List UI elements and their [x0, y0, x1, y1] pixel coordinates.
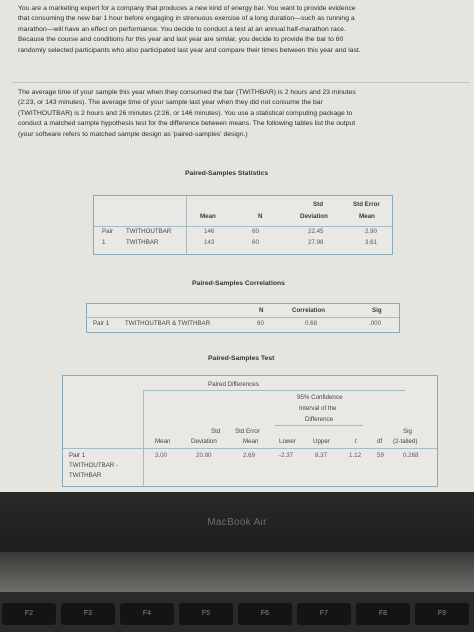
- corr-table: [86, 303, 400, 333]
- stats-row-n: 60: [252, 239, 259, 246]
- test-row-lower: -2.37: [279, 452, 294, 459]
- corr-header-correlation: Correlation: [292, 307, 326, 314]
- test-header-lower: Lower: [279, 438, 296, 445]
- test-row-upper: 8.37: [315, 452, 328, 459]
- problem-paragraph-2: [18, 88, 468, 140]
- test-header-sd-2: Deviation: [191, 438, 217, 445]
- keyboard-key[interactable]: F5: [179, 603, 233, 625]
- test-ci-rule: [275, 425, 363, 426]
- test-header-se-2: Mean: [243, 438, 259, 445]
- test-ci-line: Interval of the: [299, 405, 337, 412]
- corr-pair-label: Pair 1: [93, 320, 110, 327]
- para1-line: that consuming the new bar 1 hour before engaging in strenuous exercise of a long duration—such as running a: [18, 15, 355, 23]
- test-header-rule: [63, 448, 437, 449]
- test-group-rule: [143, 390, 405, 391]
- keyboard-key[interactable]: F3: [61, 603, 115, 625]
- corr-row-sig: .000: [369, 320, 382, 327]
- stats-header-sd-2: Deviation: [300, 213, 328, 220]
- corr-table-title: Paired-Samples Correlations: [192, 280, 285, 287]
- stats-row-name: TWITHBAR: [126, 239, 159, 246]
- corr-row-n: 60: [257, 320, 264, 327]
- test-row-sig: 0.268: [403, 452, 419, 459]
- stats-header-sd-1: Std: [313, 201, 323, 208]
- test-row-mean: 3.00: [155, 452, 168, 459]
- para1-line: marathon—will have an effect on performance. You decide to conduct a test at an annual half-marathon race.: [18, 25, 346, 33]
- corr-header-n: N: [259, 307, 264, 314]
- keyboard-key[interactable]: F7: [297, 603, 351, 625]
- test-header-sd-1: Std: [211, 428, 221, 435]
- stats-table: [93, 195, 393, 255]
- stats-row-sd: 27.98: [308, 239, 324, 246]
- test-table-title: Paired-Samples Test: [208, 355, 275, 362]
- para2-line: (TWITHOUTBAR) is 2 hours and 26 minutes (2:26, or 146 minutes). You use a statistical computing package to: [18, 109, 353, 117]
- corr-header-rule: [87, 317, 399, 318]
- test-ci-line: Difference: [305, 416, 334, 423]
- test-pair-label: Pair 1: [69, 452, 86, 459]
- test-row-t: 1.12: [349, 452, 362, 459]
- corr-row-name: TWITHOUTBAR & TWITHBAR: [125, 320, 211, 327]
- test-group-header: Paired Differences: [208, 381, 259, 388]
- para1-line: randomly selected participants who also participated last year and compare their times between this year and last.: [18, 46, 361, 54]
- test-row-sd: 20.80: [196, 452, 212, 459]
- test-row-label: TWITHOUTBAR -: [69, 462, 119, 469]
- para1-line: You are a marketing expert for a company that produces a new kind of energy bar. You want to provide evidence: [18, 5, 356, 12]
- keyboard-key[interactable]: F8: [356, 603, 410, 625]
- test-ci-line: 95% Confidence: [297, 394, 343, 401]
- keyboard-key[interactable]: F2: [2, 603, 56, 625]
- para1-line: Because the course and conditions for this year and last year are similar, you decide to provide the bar to 60: [18, 36, 344, 44]
- test-header-sig-1: Sig: [403, 428, 412, 435]
- stats-pair-label: Pair: [102, 228, 114, 235]
- corr-row-correlation: 0.68: [305, 320, 318, 327]
- stats-row-mean: 146: [204, 228, 215, 235]
- test-row-label: TWITHBAR: [69, 472, 102, 479]
- stats-header-n: N: [258, 213, 263, 220]
- keyboard-key[interactable]: F4: [120, 603, 174, 625]
- stats-col-rule: [186, 196, 187, 254]
- para2-line: (your software refers to matched sample design as 'paired-samples' design.): [18, 130, 248, 138]
- test-header-t: t: [355, 438, 357, 445]
- stats-row-mean: 143: [204, 239, 215, 246]
- para2-line: conduct a matched sample hypothesis test for the difference between means. The following tables list the output: [18, 120, 356, 128]
- para2-line: The average time of your sample this year when they consumed the bar (TWITHBAR) is 2 hours and 23 minutes: [18, 89, 356, 96]
- problem-paragraph-1: [18, 4, 468, 56]
- stats-header-mean: Mean: [200, 213, 216, 220]
- stats-row-se: 3.61: [365, 239, 378, 246]
- stats-row-name: TWITHOUTBAR: [126, 228, 172, 235]
- stats-pair-number: 1: [102, 239, 106, 246]
- corr-header-sig: Sig: [372, 307, 382, 314]
- test-header-mean: Mean: [155, 438, 171, 445]
- test-header-df: df: [377, 438, 383, 445]
- divider: [12, 82, 470, 83]
- stats-header-rule: [94, 226, 392, 227]
- test-row-df: 59: [377, 452, 384, 459]
- test-row-se: 2.69: [243, 452, 256, 459]
- laptop-brand-label: MacBook Air: [207, 517, 267, 528]
- stats-header-se-1: Std Error: [353, 201, 380, 208]
- stats-row-se: 2.90: [365, 228, 378, 235]
- stats-header-se-2: Mean: [359, 213, 375, 220]
- test-table: [62, 375, 438, 487]
- para2-line: (2:23, or 143 minutes). The average time of your sample last year when they did not consume the bar: [18, 99, 323, 107]
- stats-row-n: 60: [252, 228, 259, 235]
- test-header-upper: Upper: [313, 438, 330, 445]
- stats-row-sd: 22.45: [308, 228, 324, 235]
- keyboard-key[interactable]: F6: [238, 603, 292, 625]
- stats-table-title: Paired-Samples Statistics: [185, 170, 269, 177]
- test-col-rule: [143, 390, 144, 486]
- test-header-sig-2: (2-tailed): [393, 438, 418, 445]
- test-header-se-1: Std Error: [235, 428, 260, 435]
- keyboard-key[interactable]: F9: [415, 603, 469, 625]
- laptop-hinge: [0, 552, 474, 592]
